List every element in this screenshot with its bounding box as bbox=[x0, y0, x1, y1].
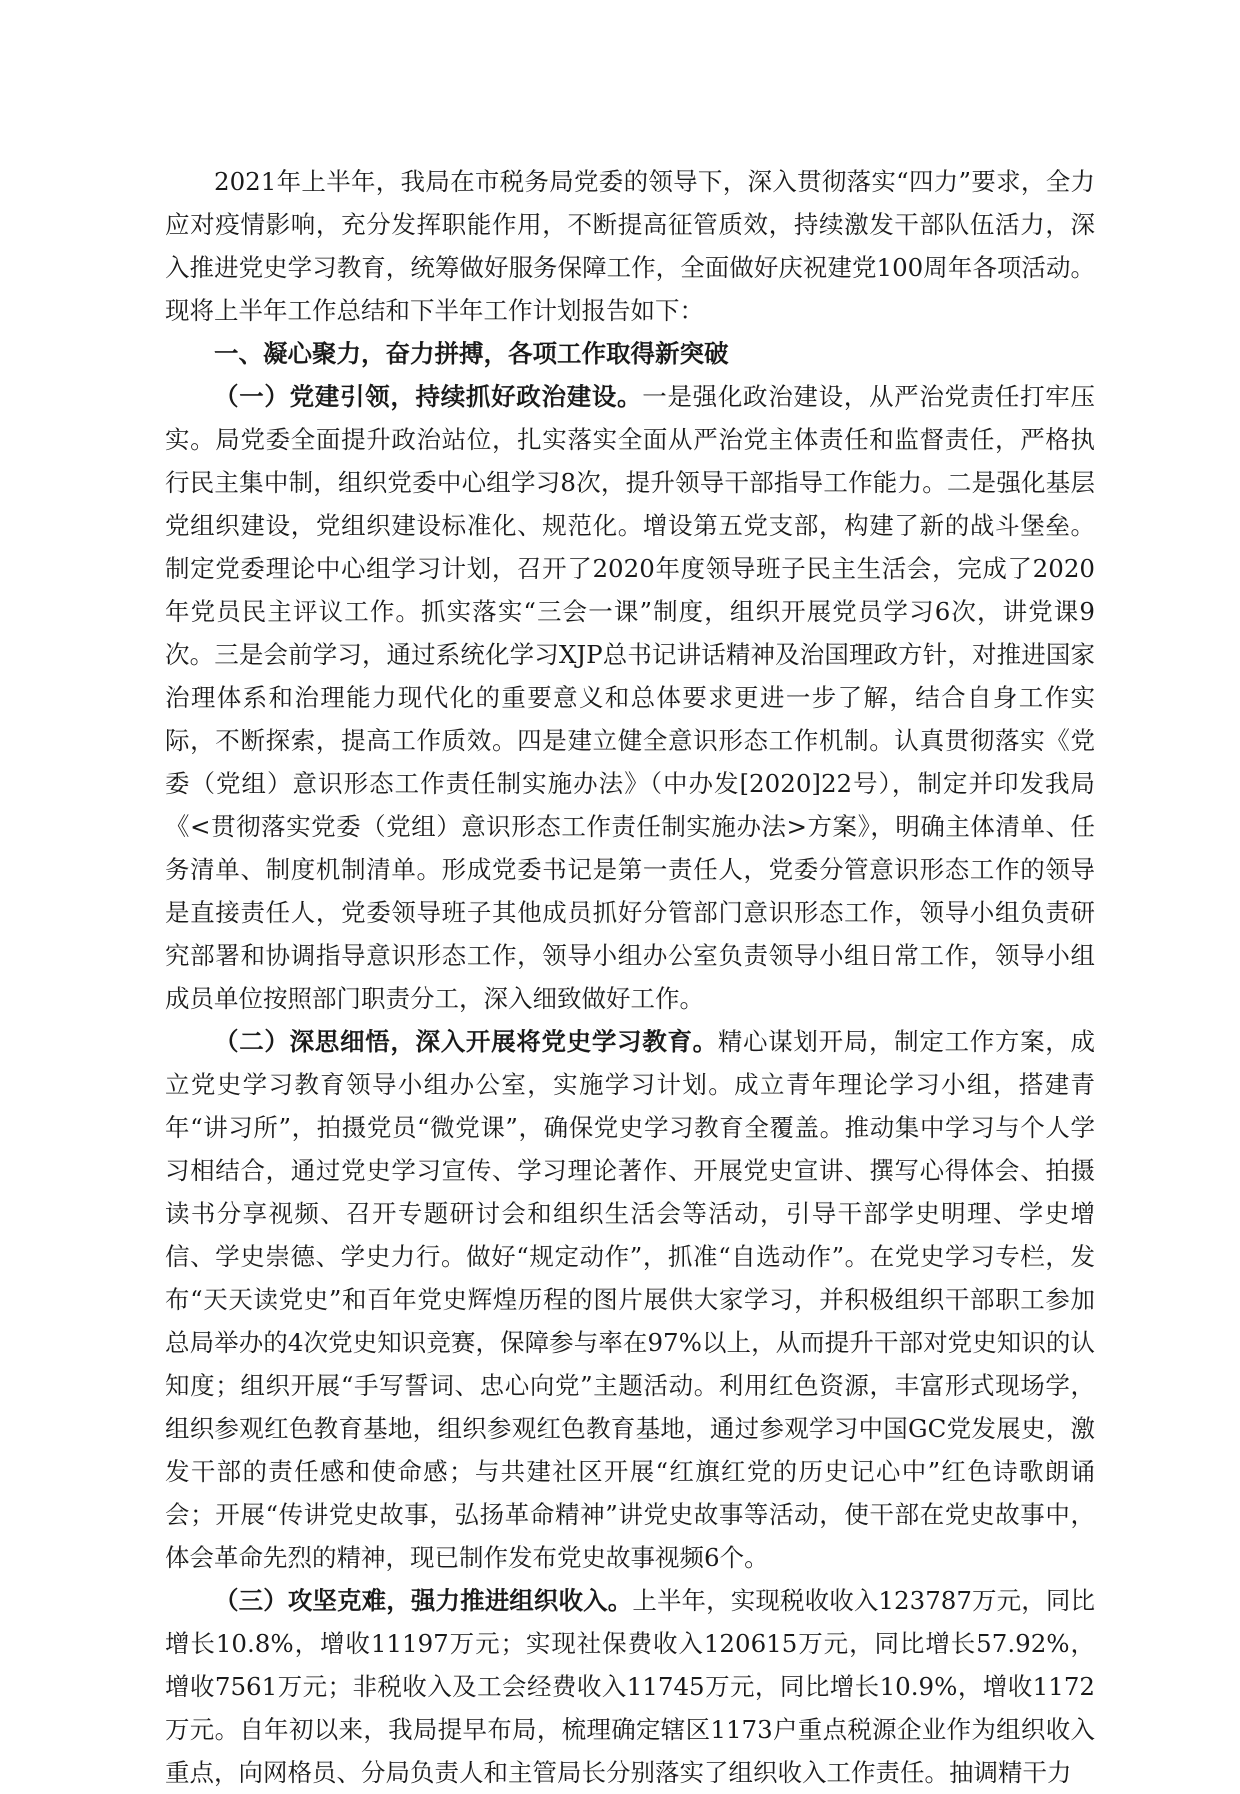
subsection-paragraph-3 bbox=[165, 1579, 1095, 1794]
subsection-paragraph-2 bbox=[165, 1020, 1095, 1579]
subsection-body-2: 精心谋划开局，制定工作方案，成立党史学习教育领导小组办公室，实施学习计划。成立青年理论学习小组，搭建青年“讲习所”，拍摄党员“微党课”，确保党史学习教育全覆盖。推动集中学习与个人学习相结合，通过党史学习宣传、学习理论著作、开展党史宣讲、撰写心得体会、拍摄读书分享视频、召开专题研讨会和组织生活会等活动，引导干部学史明理、学史增信、学史崇德、学史力行。做好“规定动作”，抓准“自选动作”。在党史学习专栏，发布“天天读党史”和百年党史辉煌历程的图片展供大家学习，并积极组织干部职工参加总局举办的4次党史知识竞赛，保障参与率在97%以上，从而提升干部对党史知识的认知度；组织开展“手写誓词、忠心向党”主题活动。利用红色资源，丰富形式现场学，组织参观红色教育基地，组织参观红色教育基地，通过参观学习中国GC党发展史，激发干部的责任感和使命感；与共建社区开展“红旗红党的历史记心中”红色诗歌朗诵会；开展“传讲党史故事，弘扬革命精神”讲党史故事等活动，使干部在党史故事中，体会革命先烈的精神，现已制作发布党史故事视频6个。 bbox=[165, 1027, 1096, 1572]
subsection-body-3: 上半年，实现税收收入123787万元，同比增长10.8%，增收11197万元；实现社保费收入120615万元，同比增长57.92%，增收7561万元；非税收入及工会经费收入11745万元，同比增长10.9%，增收1172万元。自年初以来，我局提早布局，梳理确定辖区1173户重点税源企业作为组织收入重点，向网格员、分局负责人和主管局长分别落实了组织收入工作责任。抽调精干力 bbox=[165, 1586, 1095, 1787]
subsection-heading-1: （一）党建引领，持续抓好政治建设。 bbox=[214, 382, 643, 411]
subsection-paragraph-1 bbox=[165, 375, 1095, 1020]
subsection-heading-2: （二）深思细悟，深入开展将党史学习教育。 bbox=[214, 1027, 718, 1056]
intro-paragraph: 2021年上半年，我局在市税务局党委的领导下，深入贯彻落实“四力”要求，全力应对疫情影响，充分发挥职能作用，不断提高征管质效，持续激发干部队伍活力，深入推进党史学习教育，统筹做好服务保障工作，全面做好庆祝建党100周年各项活动。现将上半年工作总结和下半年工作计划报告如下： bbox=[165, 167, 1095, 325]
document-page bbox=[165, 160, 1095, 1794]
subsection-body-1: 一是强化政治建设，从严治党责任打牢压实。局党委全面提升政治站位，扎实落实全面从严治党主体责任和监督责任，严格执行民主集中制，组织党委中心组学习8次，提升领导干部指导工作能力。二是强化基层党组织建设，党组织建设标准化、规范化。增设第五党支部，构建了新的战斗堡垒。制定党委理论中心组学习计划，召开了2020年度领导班子民主生活会，完成了2020年党员民主评议工作。抓实落实“三会一课”制度，组织开展党员学习6次，讲党课9次。三是会前学习，通过系统化学习XJP总书记讲话精神及治国理政方针，对推进国家治理体系和治理能力现代化的重要意义和总体要求更进一步了解，结合自身工作实际，不断探索，提高工作质效。四是建立健全意识形态工作机制。认真贯彻落实《党委（党组）意识形态工作责任制实施办法》（中办发[2020]22号），制定并印发我局《<贯彻落实党委（党组）意识形态工作责任制实施办法>方案》，明确主体清单、任务清单、制度机制清单。形成党委书记是第一责任人，党委分管意识形态工作的领导是直接责任人，党委领导班子其他成员抓好分管部门意识形态工作，领导小组负责研究部署和协调指导意识形态工作，领导小组办公室负责领导小组日常工作，领导小组成员单位按照部门职责分工，深入细致做好工作。 bbox=[165, 382, 1095, 1013]
section-heading: 一、凝心聚力，奋力拼搏，各项工作取得新突破 bbox=[214, 339, 729, 368]
subsection-heading-3: （三）攻坚克难，强力推进组织收入。 bbox=[214, 1586, 633, 1615]
